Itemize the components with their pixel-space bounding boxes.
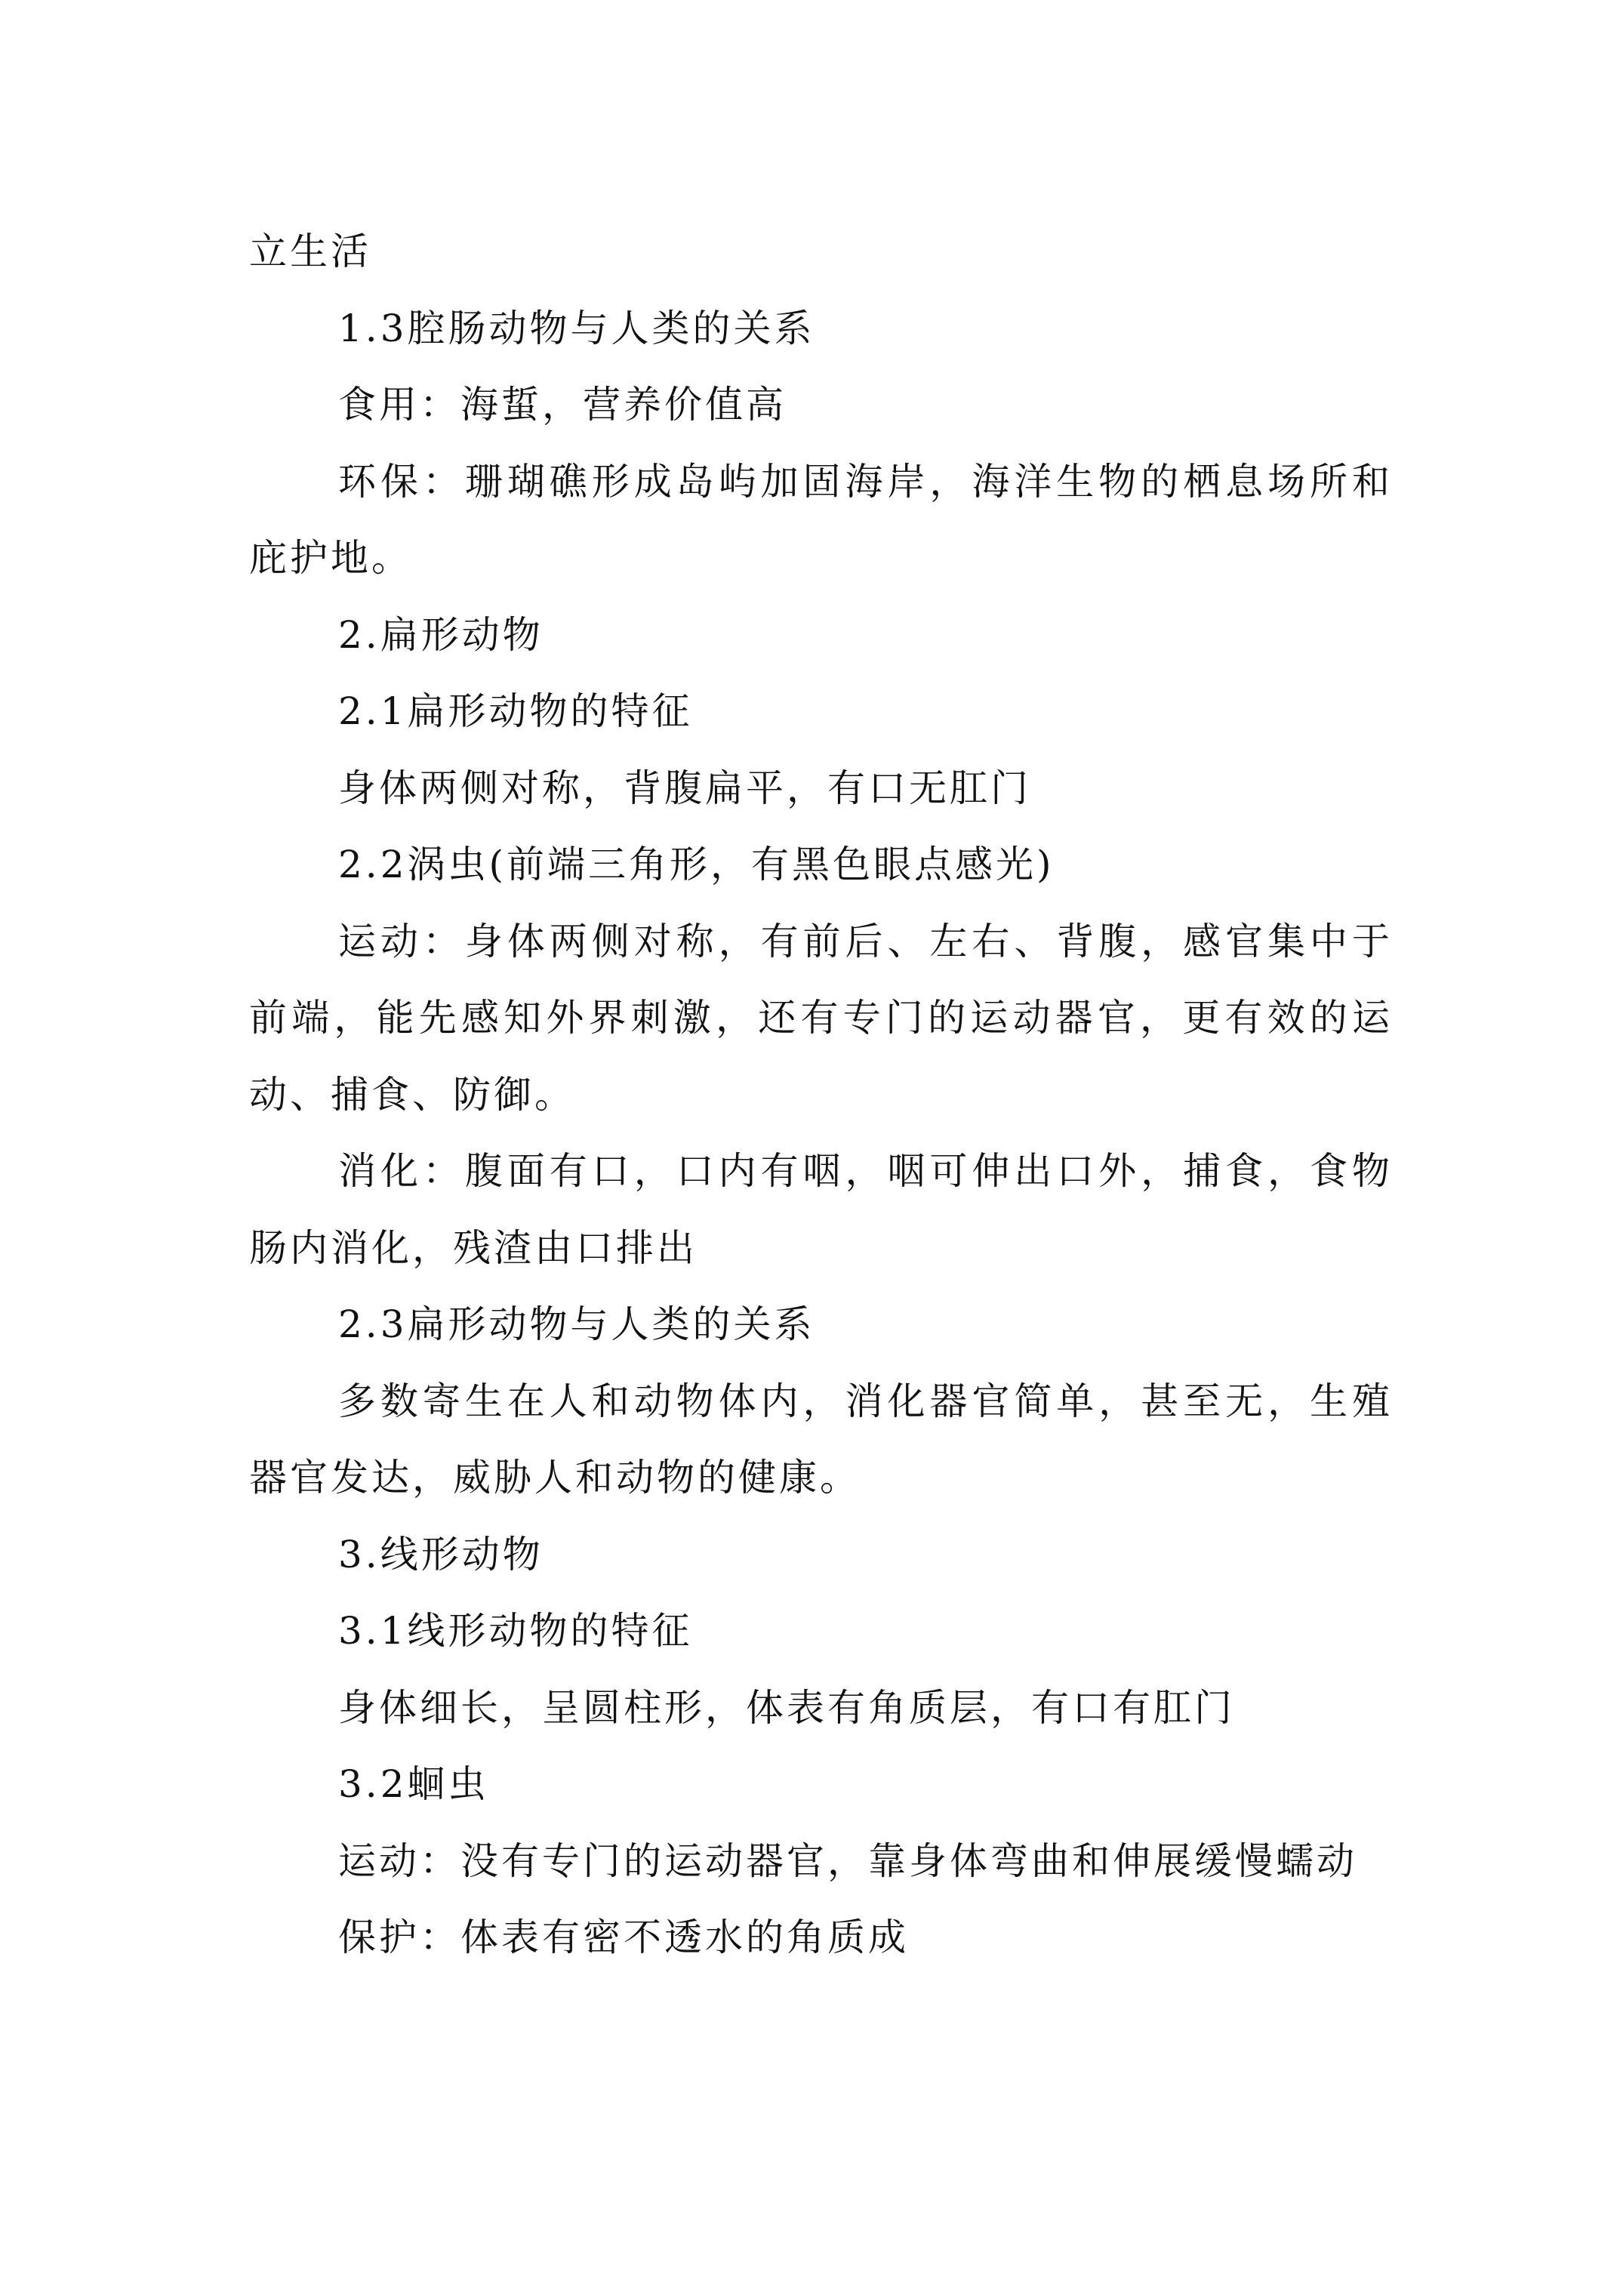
- section-heading: 3.线形动物: [338, 1532, 544, 1576]
- paragraph: 保护：体表有密不透水的角质成: [338, 1915, 909, 1959]
- section-heading: 2.2涡虫(前端三角形，有黑色眼点感光): [338, 843, 1055, 886]
- paragraph: 立生活: [249, 230, 371, 273]
- paragraph: 身体两侧对称，背腹扁平，有口无肛门: [338, 766, 1031, 810]
- paragraph: 环保：珊瑚礁形成岛屿加固海岸，海洋生物的栖息场所和庇护地。: [249, 459, 1393, 580]
- paragraph: 身体细长，呈圆柱形，体表有角质层，有口有肛门: [338, 1685, 1235, 1730]
- paragraph: 食用：海蜇，营养价值高: [338, 383, 787, 427]
- section-heading: 3.1线形动物的特征: [338, 1609, 693, 1653]
- paragraph: 运动：没有专门的运动器官，靠身体弯曲和伸展缓慢蠕动: [338, 1838, 1357, 1883]
- section-heading: 2.1扁形动物的特征: [338, 689, 693, 733]
- paragraph: 运动：身体两侧对称，有前后、左右、背腹，感官集中于前端，能先感知外界刺激，还有专门的运动器官，更有效的运动、捕食、防御。: [249, 919, 1393, 1117]
- paragraph: 多数寄生在人和动物体内，消化器官简单，甚至无，生殖器官发达，威胁人和动物的健康。: [249, 1379, 1393, 1499]
- section-heading: 2.扁形动物: [338, 612, 544, 657]
- document-body: [249, 214, 1393, 1977]
- section-heading: 3.2蛔虫: [338, 1762, 489, 1806]
- section-heading: 1.3腔肠动物与人类的关系: [338, 306, 815, 350]
- paragraph: 消化：腹面有口，口内有咽，咽可伸出口外，捕食，食物肠内消化，残渣由口排出: [249, 1149, 1393, 1270]
- section-heading: 2.3扁形动物与人类的关系: [338, 1302, 815, 1346]
